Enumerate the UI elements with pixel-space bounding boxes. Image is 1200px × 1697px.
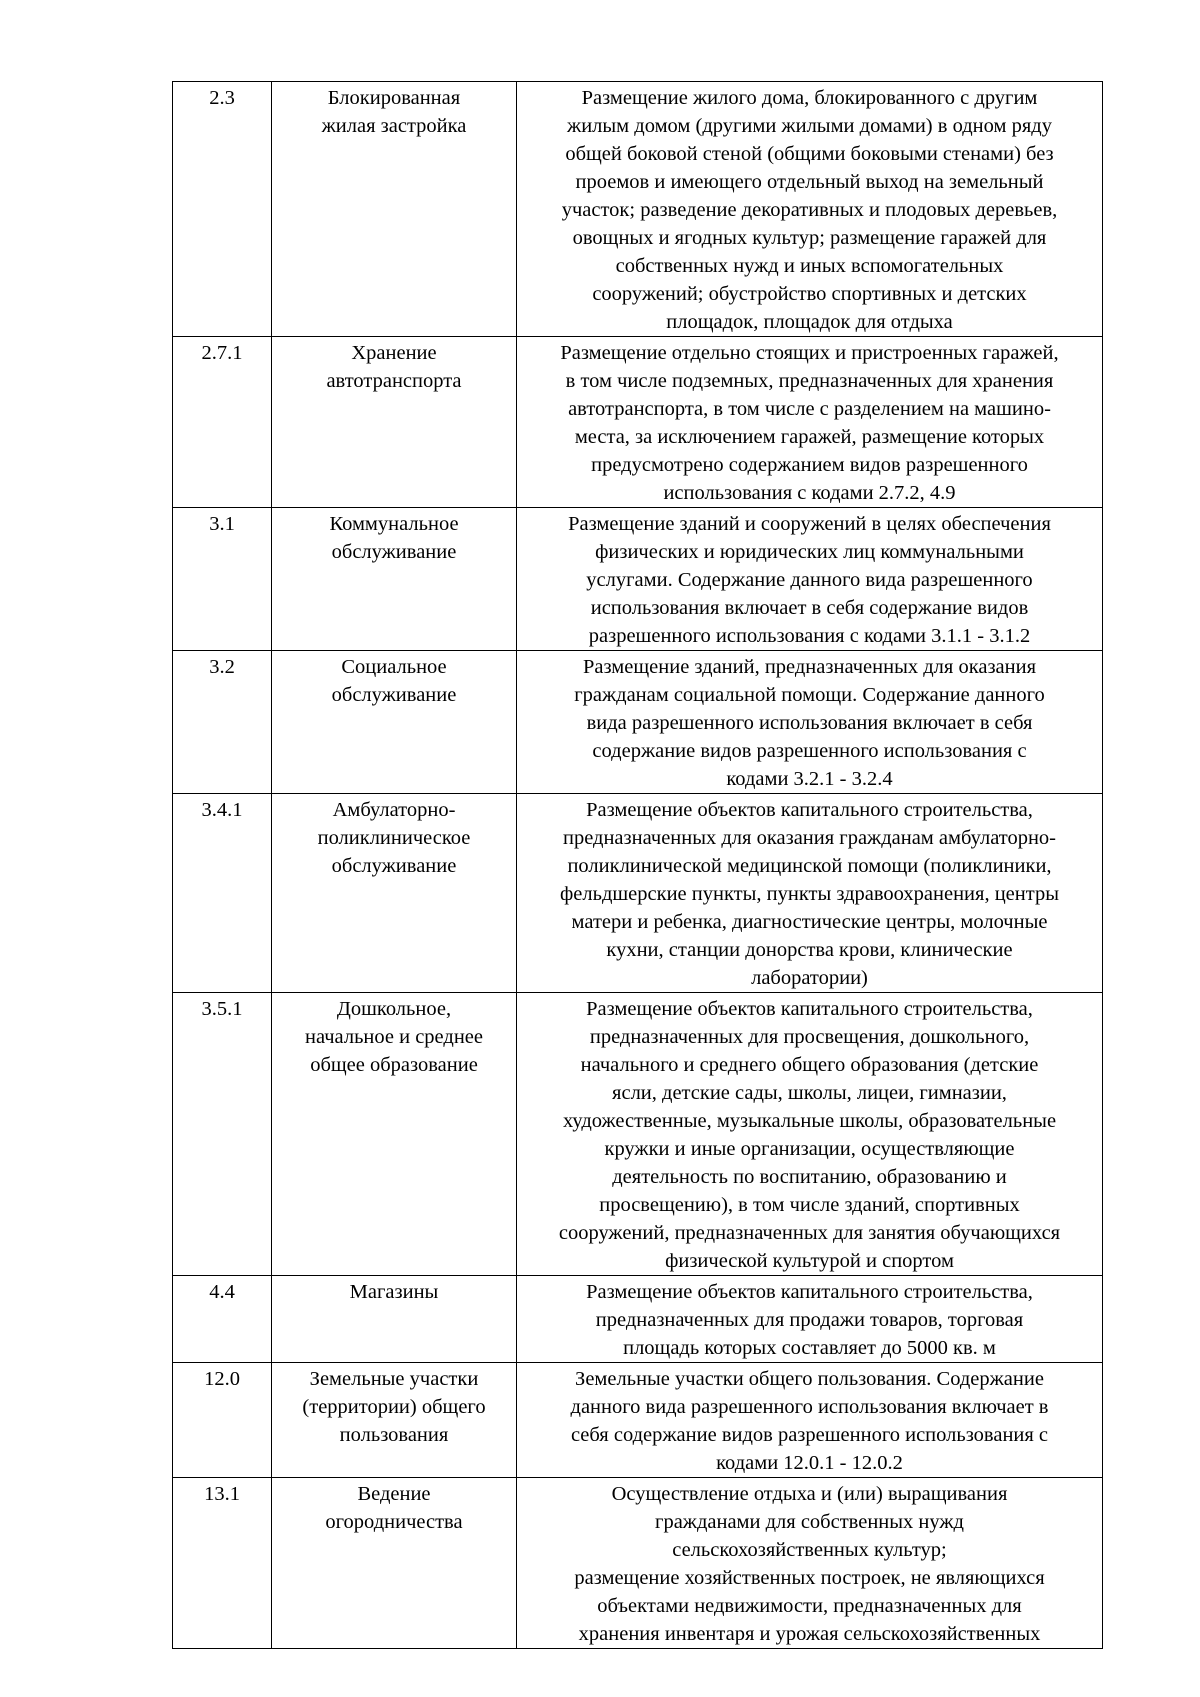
row-code: 12.0 bbox=[173, 1363, 272, 1478]
row-name: Хранение автотранспорта bbox=[272, 337, 517, 508]
row-code: 3.4.1 bbox=[173, 794, 272, 993]
row-code: 3.5.1 bbox=[173, 993, 272, 1276]
table-row bbox=[173, 1276, 1103, 1363]
row-name: Магазины bbox=[272, 1276, 517, 1363]
row-code: 2.7.1 bbox=[173, 337, 272, 508]
table-row bbox=[173, 651, 1103, 794]
row-code: 3.1 bbox=[173, 508, 272, 651]
row-name: Коммунальное обслуживание bbox=[272, 508, 517, 651]
row-description: Размещение жилого дома, блокированного с другим жилым домом (другими жилыми домами) в одном ряду общей боковой стеной (общими боковыми стенами) без проемов и имеющего отдельный выход на земельный участок; разведение декоративных и плодовых деревьев, овощных и ягодных культур; размещение гаражей для собственных нужд и иных вспомогательных сооружений; обустройство спортивных и детских площадок, площадок для отдыха bbox=[517, 82, 1103, 337]
row-description: Размещение объектов капитального строительства, предназначенных для продажи товаров, торговая площадь которых составляет до 5000 кв. м bbox=[517, 1276, 1103, 1363]
table-row bbox=[173, 508, 1103, 651]
table-body bbox=[173, 82, 1103, 1649]
table-row bbox=[173, 1363, 1103, 1478]
row-description: Размещение объектов капитального строительства, предназначенных для просвещения, дошкольного, начального и среднего общего образования (детские ясли, детские сады, школы, лицеи, гимназии, художественные, музыкальные школы, образовательные кружки и иные организации, осуществляющие деятельность по воспитанию, образованию и просвещению), в том числе зданий, спортивных сооружений, предназначенных для занятия обучающихся физической культурой и спортом bbox=[517, 993, 1103, 1276]
row-name: Земельные участки (территории) общего пользования bbox=[272, 1363, 517, 1478]
row-name: Блокированная жилая застройка bbox=[272, 82, 517, 337]
row-name: Дошкольное, начальное и среднее общее образование bbox=[272, 993, 517, 1276]
table-row bbox=[173, 82, 1103, 337]
row-description: Земельные участки общего пользования. Содержание данного вида разрешенного использования включает в себя содержание видов разрешенного использования с кодами 12.0.1 - 12.0.2 bbox=[517, 1363, 1103, 1478]
table-row bbox=[173, 1478, 1103, 1649]
table-row bbox=[173, 993, 1103, 1276]
row-code: 3.2 bbox=[173, 651, 272, 794]
table-row bbox=[173, 337, 1103, 508]
row-description: Размещение отдельно стоящих и пристроенных гаражей, в том числе подземных, предназначенных для хранения автотранспорта, в том числе с разделением на машино- места, за исключением гаражей, размещение которых предусмотрено содержанием видов разрешенного использования с кодами 2.7.2, 4.9 bbox=[517, 337, 1103, 508]
row-code: 2.3 bbox=[173, 82, 272, 337]
row-description: Размещение объектов капитального строительства, предназначенных для оказания гражданам амбулаторно- поликлинической медицинской помощи (поликлиники, фельдшерские пункты, пункты здравоохранения, центры матери и ребенка, диагностические центры, молочные кухни, станции донорства крови, клинические лаборатории) bbox=[517, 794, 1103, 993]
row-description: Размещение зданий, предназначенных для оказания гражданам социальной помощи. Содержание данного вида разрешенного использования включает в себя содержание видов разрешенного использования с кодами 3.2.1 - 3.2.4 bbox=[517, 651, 1103, 794]
row-name: Амбулаторно- поликлиническое обслуживание bbox=[272, 794, 517, 993]
row-code: 13.1 bbox=[173, 1478, 272, 1649]
row-name: Социальное обслуживание bbox=[272, 651, 517, 794]
row-description: Размещение зданий и сооружений в целях обеспечения физических и юридических лиц коммунальными услугами. Содержание данного вида разрешенного использования включает в себя содержание видов разрешенного использования с кодами 3.1.1 - 3.1.2 bbox=[517, 508, 1103, 651]
row-code: 4.4 bbox=[173, 1276, 272, 1363]
land-use-table bbox=[172, 81, 1103, 1649]
table-row bbox=[173, 794, 1103, 993]
row-description: Осуществление отдыха и (или) выращивания гражданами для собственных нужд сельскохозяйственных культур; размещение хозяйственных построек, не являющихся объектами недвижимости, предназначенных для хранения инвентаря и урожая сельскохозяйственных bbox=[517, 1478, 1103, 1649]
row-name: Ведение огородничества bbox=[272, 1478, 517, 1649]
